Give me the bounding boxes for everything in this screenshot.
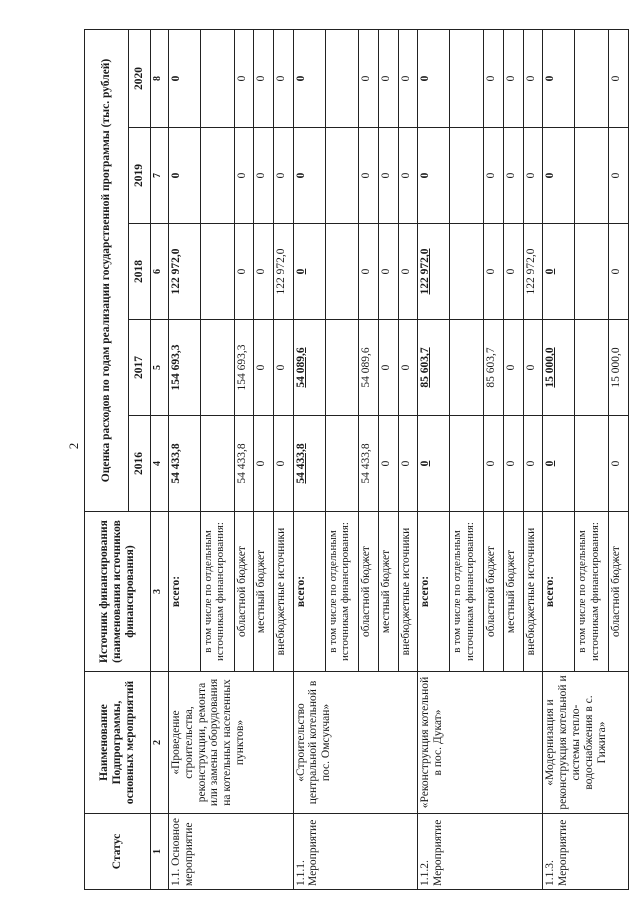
amount-cell: 0 (379, 320, 399, 416)
amount-cell: 15 000,0 (609, 320, 629, 416)
amount-cell (575, 29, 609, 127)
amount-cell: 54 433,8 (234, 416, 254, 512)
source-cell: в том числе по отдельным источникам финансирования: (325, 512, 359, 672)
amount-cell: 0 (273, 416, 293, 512)
amount-cell (450, 128, 484, 224)
amount-cell: 0 (254, 29, 274, 127)
source-cell: в том числе по отдельным источникам финансирования: (200, 512, 234, 672)
source-cell: областной бюджет (484, 512, 504, 672)
rotated-table-wrapper (84, 30, 629, 890)
amount-cell: 0 (254, 320, 274, 416)
amount-cell: 0 (273, 320, 293, 416)
amount-cell (450, 320, 484, 416)
table-body (85, 29, 629, 889)
source-cell: областной бюджет (359, 512, 379, 672)
amount-cell: 0 (273, 128, 293, 224)
amount-cell: 85 603,7 (418, 320, 450, 416)
amount-cell: 0 (523, 29, 543, 127)
status-cell: 1.1.3. Мероприятие (543, 814, 629, 890)
amount-cell: 54 089,6 (359, 320, 379, 416)
header-estimate: Оценка расходов по годам реализации государственной программы (тыс. рублей) (85, 29, 129, 511)
amount-cell: 0 (503, 224, 523, 320)
column-number: 6 (151, 224, 168, 320)
budget-table (84, 29, 629, 890)
amount-cell: 0 (398, 320, 418, 416)
amount-cell: 0 (234, 224, 254, 320)
source-total-cell: всего: (543, 512, 575, 672)
table-row (168, 29, 200, 889)
source-total-cell: всего: (168, 512, 200, 672)
amount-cell: 0 (543, 416, 575, 512)
amount-cell: 0 (503, 320, 523, 416)
column-number: 1 (151, 814, 168, 890)
amount-cell (325, 416, 359, 512)
amount-cell: 0 (359, 29, 379, 127)
amount-cell: 0 (273, 29, 293, 127)
amount-cell: 0 (254, 416, 274, 512)
amount-cell (575, 128, 609, 224)
amount-cell: 0 (293, 29, 325, 127)
amount-cell: 0 (543, 224, 575, 320)
amount-cell: 0 (609, 29, 629, 127)
source-cell: местный бюджет (379, 512, 399, 672)
header-year: 2016 (129, 416, 151, 512)
amount-cell: 0 (398, 128, 418, 224)
table-row (418, 29, 450, 889)
amount-cell (450, 224, 484, 320)
source-total-cell: всего: (293, 512, 325, 672)
amount-cell: 0 (484, 29, 504, 127)
amount-cell: 0 (379, 416, 399, 512)
source-cell: местный бюджет (254, 512, 274, 672)
amount-cell: 0 (398, 416, 418, 512)
amount-cell (200, 416, 234, 512)
header-row (85, 29, 129, 889)
amount-cell (200, 320, 234, 416)
amount-cell: 122 972,0 (273, 224, 293, 320)
amount-cell: 0 (418, 416, 450, 512)
amount-cell: 0 (503, 128, 523, 224)
measure-name-cell: «Модернизация и реконструкция котельной и системы тепло-водоснабжения в с. Гижига» (543, 672, 629, 814)
column-number: 5 (151, 320, 168, 416)
column-number: 2 (151, 672, 168, 814)
amount-cell: 0 (609, 416, 629, 512)
amount-cell: 54 433,8 (359, 416, 379, 512)
source-cell: областной бюджет (609, 512, 629, 672)
amount-cell: 0 (168, 128, 200, 224)
header-source: Источник финансирования (наименования источников финансирования) (85, 512, 151, 672)
amount-cell: 0 (418, 29, 450, 127)
amount-cell: 0 (484, 128, 504, 224)
amount-cell: 0 (523, 320, 543, 416)
amount-cell: 85 603,7 (484, 320, 504, 416)
column-numbers-row (151, 29, 168, 889)
amount-cell: 54 089,6 (293, 320, 325, 416)
measure-name-cell: «Строительство центральной котельной в пос. Омсукчан» (293, 672, 418, 814)
amount-cell: 0 (293, 224, 325, 320)
source-cell: в том числе по отдельным источникам финансирования: (450, 512, 484, 672)
amount-cell: 0 (379, 224, 399, 320)
amount-cell: 0 (379, 29, 399, 127)
amount-cell (575, 224, 609, 320)
amount-cell: 0 (503, 29, 523, 127)
amount-cell (575, 416, 609, 512)
amount-cell: 54 433,8 (293, 416, 325, 512)
amount-cell (325, 224, 359, 320)
amount-cell: 0 (418, 128, 450, 224)
column-number: 4 (151, 416, 168, 512)
amount-cell: 54 433,8 (168, 416, 200, 512)
amount-cell: 122 972,0 (523, 224, 543, 320)
amount-cell: 154 693,3 (234, 320, 254, 416)
header-name: Наименование Подпрограммы, основных мероприятий (85, 672, 151, 814)
measure-name-cell: «Проведение строительства, реконструкции, ремонта или замены оборудования на котельных населенных пунктов» (168, 672, 293, 814)
status-cell: 1.1.1. Мероприятие (293, 814, 418, 890)
amount-cell: 0 (359, 128, 379, 224)
amount-cell: 0 (543, 29, 575, 127)
amount-cell: 0 (293, 128, 325, 224)
source-cell: местный бюджет (503, 512, 523, 672)
amount-cell (325, 320, 359, 416)
amount-cell: 0 (379, 128, 399, 224)
amount-cell: 0 (359, 224, 379, 320)
status-cell: 1.1. Основное мероприятие (168, 814, 293, 890)
amount-cell (450, 29, 484, 127)
column-number: 8 (151, 29, 168, 127)
status-cell: 1.1.2. Мероприятие (418, 814, 543, 890)
column-number: 7 (151, 128, 168, 224)
source-cell: внебюджетные источники (273, 512, 293, 672)
amount-cell: 15 000,0 (543, 320, 575, 416)
amount-cell: 0 (503, 416, 523, 512)
amount-cell: 0 (398, 224, 418, 320)
amount-cell: 0 (609, 128, 629, 224)
amount-cell (450, 416, 484, 512)
amount-cell: 0 (254, 128, 274, 224)
amount-cell: 0 (523, 128, 543, 224)
amount-cell: 154 693,3 (168, 320, 200, 416)
column-number: 3 (151, 512, 168, 672)
amount-cell (325, 128, 359, 224)
source-cell: областной бюджет (234, 512, 254, 672)
source-cell: в том числе по отдельным источникам финансирования: (575, 512, 609, 672)
header-year: 2020 (129, 29, 151, 127)
amount-cell: 122 972,0 (168, 224, 200, 320)
source-cell: внебюджетные источники (523, 512, 543, 672)
amount-cell: 122 972,0 (418, 224, 450, 320)
amount-cell: 0 (234, 29, 254, 127)
source-cell: внебюджетные источники (398, 512, 418, 672)
amount-cell: 0 (254, 224, 274, 320)
amount-cell: 0 (484, 416, 504, 512)
amount-cell: 0 (523, 416, 543, 512)
amount-cell (325, 29, 359, 127)
amount-cell: 0 (543, 128, 575, 224)
page-number: 2 (66, 442, 81, 450)
header-year: 2017 (129, 320, 151, 416)
header-status: Статус (85, 814, 151, 890)
amount-cell: 0 (484, 224, 504, 320)
amount-cell: 0 (609, 224, 629, 320)
amount-cell (575, 320, 609, 416)
amount-cell (200, 29, 234, 127)
amount-cell (200, 128, 234, 224)
header-year: 2019 (129, 128, 151, 224)
table-row (543, 29, 575, 889)
amount-cell: 0 (398, 29, 418, 127)
table-row (293, 29, 325, 889)
amount-cell: 0 (168, 29, 200, 127)
source-total-cell: всего: (418, 512, 450, 672)
header-year: 2018 (129, 224, 151, 320)
amount-cell: 0 (234, 128, 254, 224)
measure-name-cell: «Реконструкция котельной в пос. Дукат» (418, 672, 543, 814)
amount-cell (200, 224, 234, 320)
